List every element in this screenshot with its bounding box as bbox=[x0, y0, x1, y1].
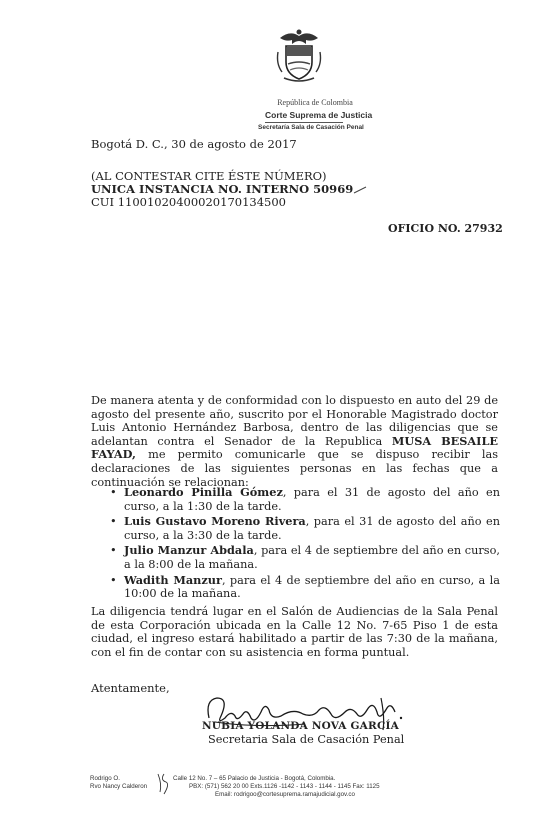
bullet-icon: • bbox=[110, 515, 117, 529]
p1-defendant-name: MUSA BESAILE FAYAD, bbox=[91, 433, 498, 462]
closing: Atentamente, bbox=[91, 681, 170, 695]
checkmark-stroke-icon bbox=[353, 186, 367, 194]
bullet-icon: • bbox=[110, 544, 117, 558]
cite-line: (AL CONTESTAR CITE ÉSTE NÚMERO) bbox=[91, 169, 327, 183]
header-court: Corte Suprema de Justicia bbox=[265, 110, 373, 120]
list-item bbox=[108, 515, 500, 542]
witness-name: Wadith Manzur bbox=[124, 572, 222, 587]
footer-author: Rodrigo O. bbox=[90, 775, 120, 782]
footer-email: Email: rodrigoo@cortesuprema.ramajudicial.gov.co bbox=[215, 791, 355, 798]
list-item bbox=[108, 574, 500, 601]
list-item bbox=[108, 544, 500, 571]
witness-schedule: , para el 4 de septiembre del año en curso, a la 8:00 de la mañana. bbox=[124, 544, 500, 571]
header-republic: República de Colombia bbox=[277, 98, 353, 107]
witness-name: Luis Gustavo Moreno Rivera bbox=[124, 514, 306, 529]
footer-address: Calle 12 No. 7 – 65 Palacio de Justicia - Bogotá, Colombia. bbox=[173, 775, 336, 782]
coat-of-arms-seal bbox=[272, 24, 326, 84]
witness-name: Julio Manzur Abdala bbox=[124, 543, 254, 558]
body-paragraph-1 bbox=[91, 394, 498, 489]
bullet-icon: • bbox=[110, 573, 117, 587]
signer-title: Secretaria Sala de Casación Penal bbox=[208, 733, 405, 746]
bullet-icon: • bbox=[110, 486, 117, 499]
header-divider bbox=[265, 122, 343, 123]
witness-name: Leonardo Pinilla Gómez bbox=[124, 485, 283, 499]
header-office: Secretaría Sala de Casación Penal bbox=[258, 124, 364, 131]
p1-part-a: De manera atenta y de conformidad con lo dispuesto en auto del 29 de agosto del presente año, suscrito por el Honorable Magistrado doctor Luis Antonio Hernández Barbosa, dentro de las diligencias que se adelantan contra el Senador de la Republica bbox=[91, 394, 498, 448]
witness-schedule: , para el 31 de agosto del año en curso, a la 3:30 de la tarde. bbox=[124, 515, 500, 542]
oficio-number: OFICIO NO. 27932 bbox=[388, 222, 503, 235]
footer-reviewer: Rvo Nancy Calderon bbox=[90, 783, 148, 790]
witness-list bbox=[108, 486, 500, 603]
p1-part-b: me permito comunicarle que se dispuso recibir las declaraciones de las siguientes personas en las fechas que a continuación se relacionan: bbox=[91, 448, 498, 489]
cui-line: CUI 11001020400020170134500 bbox=[91, 195, 286, 209]
footer-phone: PBX: (571) 562 20 00 Exts.1126 -1142 - 1143 - 1144 - 1145 Fax: 1125 bbox=[189, 783, 380, 790]
date-line: Bogotá D. C., 30 de agosto de 2017 bbox=[91, 137, 297, 151]
body-paragraph-2: La diligencia tendrá lugar en el Salón de Audiencias de la Sala Penal de esta Corporación ubicada en la Calle 12 No. 7-65 Piso 1 de esta ciudad, el ingreso estará habilitado a partir de las 7:30 de la mañana, con el fin de contar con su asistencia en forma puntual. bbox=[91, 605, 498, 659]
witness-schedule: , para el 4 de septiembre del año en curso, a la 10:00 de la mañana. bbox=[124, 573, 500, 601]
signer-name: NUBIA YOLANDA NOVA GARCÍA bbox=[202, 720, 399, 732]
list-item bbox=[108, 486, 500, 513]
witness-schedule: , para el 31 de agosto del año en curso, a la 1:30 de la tarde. bbox=[124, 486, 500, 513]
initials-mark bbox=[148, 770, 178, 796]
case-number-text: UNICA INSTANCIA NO. INTERNO 50969 bbox=[91, 182, 354, 196]
